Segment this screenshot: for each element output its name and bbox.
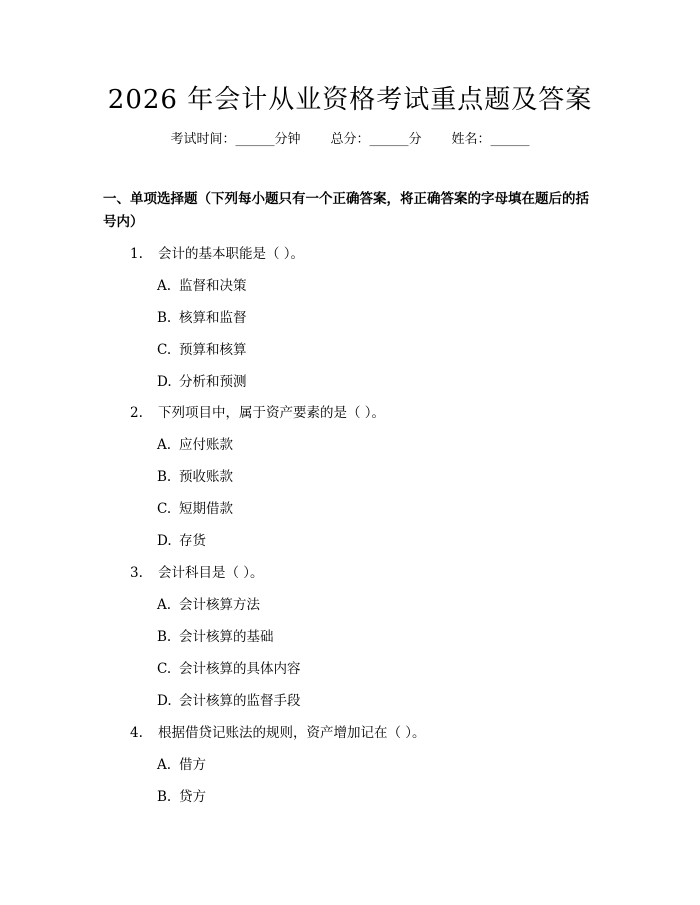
option-letter: B.: [157, 629, 172, 645]
question-number: 1.: [130, 246, 143, 262]
question-number: 4.: [130, 725, 143, 741]
question-1: [130, 245, 590, 263]
section-heading: 一、单项选择题（下列每小题只有一个正确答案，将正确答案的字母填在题后的括号内）: [103, 191, 589, 230]
question-3-option-c: [157, 660, 577, 678]
question-1-option-a: [157, 277, 577, 295]
option-letter: D.: [157, 374, 172, 390]
option-text: 短期借款: [179, 501, 233, 517]
option-text: 会计核算的具体内容: [179, 661, 301, 677]
option-letter: B.: [157, 789, 172, 805]
question-1-option-b: [157, 309, 577, 327]
question-2: [130, 404, 590, 422]
question-2-option-b: [157, 468, 577, 486]
option-text: 应付账款: [179, 437, 233, 453]
question-2-option-c: [157, 500, 577, 518]
question-3-option-a: [157, 596, 577, 614]
option-text: 预算和核算: [179, 342, 247, 358]
exam-meta: [0, 131, 700, 149]
option-letter: C.: [157, 501, 172, 517]
option-letter: A.: [157, 278, 172, 294]
option-letter: D.: [157, 533, 172, 549]
option-letter: D.: [157, 693, 172, 709]
page-title: 2026 年会计从业资格考试重点题及答案: [107, 85, 593, 115]
question-3: [130, 564, 590, 582]
option-letter: A.: [157, 757, 172, 773]
option-letter: C.: [157, 661, 172, 677]
option-letter: A.: [157, 437, 172, 453]
exam-score: 总分：______分: [330, 132, 422, 147]
question-text: 下列项目中，属于资产要素的是（ ）。: [158, 405, 386, 421]
question-number: 3.: [130, 565, 143, 581]
question-3-option-d: [157, 692, 577, 710]
question-4-option-a: [157, 756, 577, 774]
option-text: 会计核算的监督手段: [179, 693, 301, 709]
option-text: 预收账款: [179, 469, 233, 485]
exam-name: 姓名：______: [451, 132, 530, 147]
option-text: 会计核算的基础: [179, 629, 274, 645]
question-number: 2.: [130, 405, 143, 421]
option-text: 借方: [179, 757, 206, 773]
option-letter: A.: [157, 597, 172, 613]
question-1-option-c: [157, 341, 577, 359]
option-text: 会计核算方法: [179, 597, 260, 613]
option-text: 监督和决策: [179, 278, 247, 294]
question-4-option-b: [157, 788, 577, 806]
option-text: 核算和监督: [179, 310, 247, 326]
option-text: 分析和预测: [179, 374, 247, 390]
exam-time: 考试时间：______分钟: [170, 132, 301, 147]
question-2-option-a: [157, 436, 577, 454]
question-2-option-d: [157, 532, 577, 550]
question-3-option-b: [157, 628, 577, 646]
option-letter: C.: [157, 342, 172, 358]
question-text: 会计的基本职能是（ ）。: [158, 246, 305, 262]
question-text: 根据借贷记账法的规则，资产增加记在（ ）。: [158, 725, 426, 741]
option-text: 贷方: [179, 789, 206, 805]
question-4: [130, 724, 590, 742]
option-letter: B.: [157, 469, 172, 485]
question-text: 会计科目是（ ）。: [158, 565, 264, 581]
option-letter: B.: [157, 310, 172, 326]
question-1-option-d: [157, 373, 577, 391]
option-text: 存货: [179, 533, 206, 549]
